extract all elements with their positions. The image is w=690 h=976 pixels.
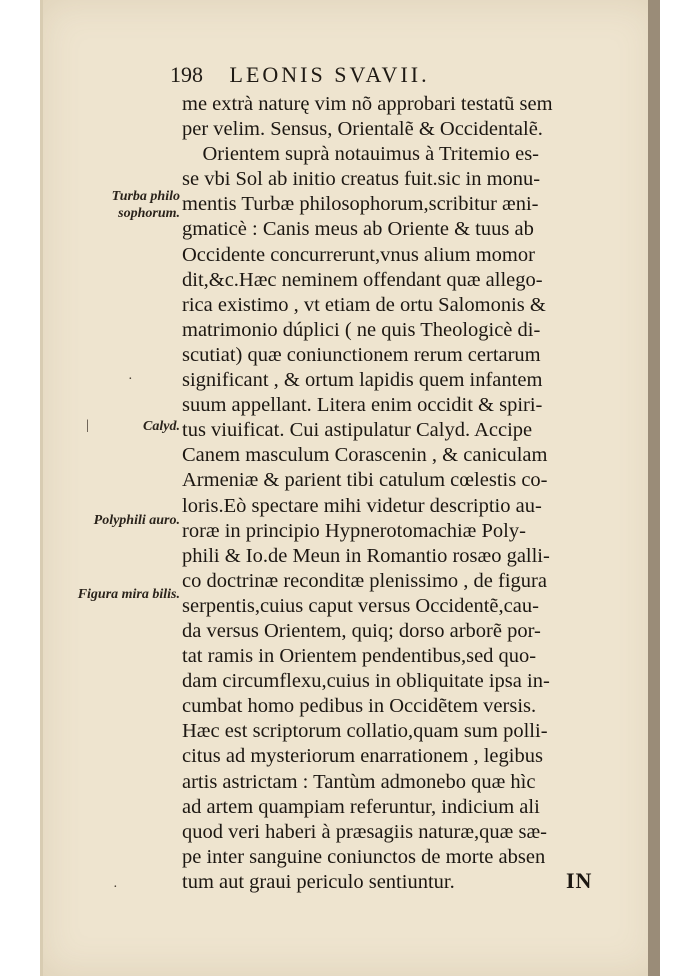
text-line: gmaticè : Canis meus ab Oriente & tuus ab bbox=[182, 218, 534, 241]
text-line: rica existimo , vt etiam de ortu Salomonis & bbox=[182, 293, 546, 316]
text-line: matrimonio dúplici ( ne quis Theologicè di- bbox=[182, 318, 541, 341]
text-line: me extrà naturę vim nõ approbari testatũ sem bbox=[182, 93, 553, 115]
page-number: 198 bbox=[170, 62, 203, 87]
text-line: Occidente concurrerunt,vnus alium momor bbox=[182, 243, 535, 266]
text-line: co doctrinæ reconditæ plenissimo , de figura bbox=[182, 569, 547, 592]
margin-note-polyphili: Polyphili auro. bbox=[93, 513, 180, 528]
ink-speck: · bbox=[128, 372, 133, 387]
text-line: Hæc est scriptorum collatio,quam sum polli- bbox=[182, 720, 548, 743]
text-line: pe inter sanguine coniunctos de morte absen bbox=[182, 845, 546, 868]
text-line: Canem masculum Corascenin , & caniculam bbox=[182, 444, 548, 467]
text-line: mentis Turbæ philosophorum,scribitur æni- bbox=[182, 193, 539, 216]
text-line: se vbi Sol ab initio creatus fuit.sic in monu- bbox=[182, 168, 541, 191]
running-title: LEONIS SVAVII. bbox=[229, 62, 430, 87]
text-line: citus ad mysteriorum enarrationem , legibus bbox=[182, 745, 543, 768]
text-line: cumbat homo pedibus in Occidẽtem versis. bbox=[182, 695, 537, 718]
text-line: scutiat) quæ coniunctionem rerum certarum bbox=[182, 343, 541, 366]
text-line: artis astrictam : Tantùm admonebo quæ hìc bbox=[182, 770, 536, 793]
margin-bracket-mark: | bbox=[86, 418, 89, 433]
text-line: dit,&c.Hæc neminem offendant quæ allego- bbox=[182, 268, 543, 291]
text-line: dam circumflexu,cuius in obliquitate ipsa in- bbox=[182, 670, 550, 693]
text-line: Orientem suprà notauimus à Tritemio es- bbox=[182, 143, 539, 166]
text-line: Armeniæ & parient tibi catulum cœlestis co- bbox=[182, 469, 548, 492]
text-line: phili & Io.de Meun in Romantio rosæo galli- bbox=[182, 544, 550, 567]
page-left-edge bbox=[40, 0, 43, 976]
margin-note-calyd: Calyd. bbox=[143, 419, 180, 434]
text-line: loris.Eò spectare mihi videtur descriptio au- bbox=[182, 494, 542, 517]
text-line: tum aut graui periculo sentiuntur. bbox=[182, 870, 455, 893]
margin-note-figura: Figura mira bilis. bbox=[77, 587, 180, 602]
text-line: ad artem quampiam referuntur, indicium ali bbox=[182, 795, 540, 818]
text-line: tus viuificat. Cui astipulatur Calyd. Accipe bbox=[182, 419, 533, 442]
page-right-edge-shadow bbox=[648, 0, 660, 976]
text-line: suum appellant. Litera enim occidit & spiri- bbox=[182, 394, 543, 417]
text-line: roræ in principio Hypnerotomachiæ Poly- bbox=[182, 519, 526, 542]
text-line: serpentis,cuius caput versus Occidentẽ,cau- bbox=[182, 594, 539, 617]
running-header bbox=[170, 62, 550, 88]
text-line: significant , & ortum lapidis quem infantem bbox=[182, 369, 543, 392]
text-line: da versus Orientem, quiq; dorso arborẽ por- bbox=[182, 619, 541, 642]
text-line: quod veri haberi à præsagiis naturæ,quæ sæ- bbox=[182, 820, 547, 843]
catchword: IN bbox=[566, 868, 593, 893]
ink-speck: · bbox=[113, 880, 118, 895]
text-line: per velim. Sensus, Orientalẽ & Occidentalẽ. bbox=[182, 118, 543, 141]
margin-note-turba: Turba philo sophorum. bbox=[111, 189, 180, 221]
body-text bbox=[182, 92, 602, 895]
text-line: tat ramis in Orientem pendentibus,sed quo- bbox=[182, 645, 537, 668]
